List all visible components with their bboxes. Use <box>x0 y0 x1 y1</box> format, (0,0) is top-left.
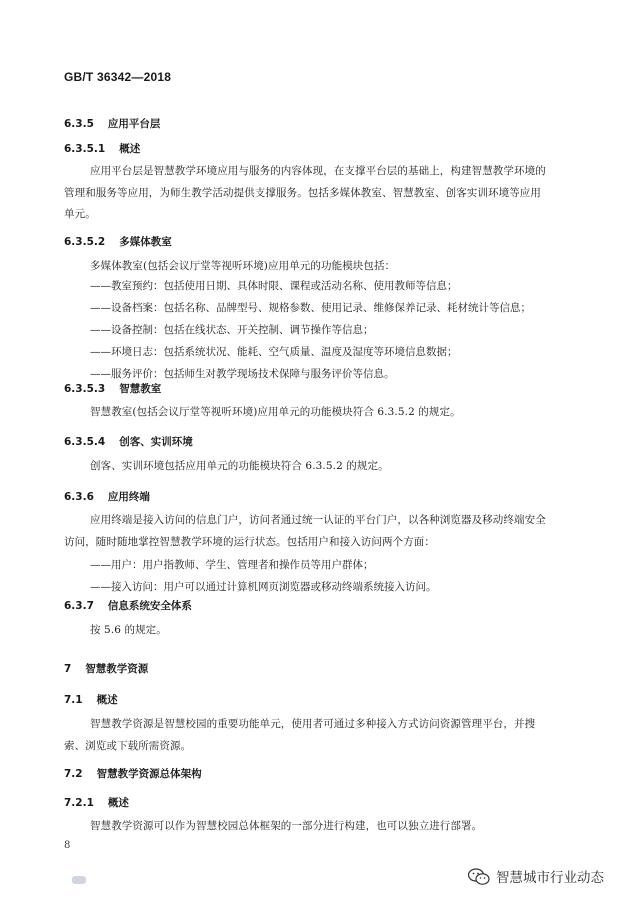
heading-title: 应用平台层 <box>107 118 161 130</box>
list-item: ——用户：用户指教师、学生、管理者和操作员等用户群体； <box>90 559 374 571</box>
paragraph-line: 智慧教学资源可以作为智慧校园总体框架的一部分进行构建，也可以独立进行部署。 <box>90 820 483 832</box>
heading-number: 6.3.6 <box>64 491 94 503</box>
heading-6-3-5-4 <box>64 434 193 449</box>
heading-6-3-5-1 <box>64 141 140 156</box>
heading-number: 6.3.5.2 <box>64 236 106 248</box>
paragraph-line: 访问，随时随地掌控智慧教学环境的运行状态。包括用户和接入访问两个方面： <box>64 536 435 548</box>
heading-title: 多媒体教室 <box>119 236 172 248</box>
heading-number: 6.3.5.4 <box>64 436 106 448</box>
list-item: ——接入访问：用户可以通过计算机网页浏览器或移动终端系统接入访问。 <box>90 581 437 593</box>
standard-code: GB/T 36342—2018 <box>64 70 172 84</box>
list-item: ——设备控制：包括在线状态、开关控制、调节操作等信息； <box>90 324 374 336</box>
heading-number: 6.3.5.3 <box>64 383 106 395</box>
heading-title: 信息系统安全体系 <box>107 600 192 612</box>
heading-7-1 <box>64 692 118 707</box>
list-item: ——设备档案：包括名称、品牌型号、规格参数、使用记录、维修保养记录、耗材统计等信息； <box>90 302 531 314</box>
heading-7 <box>64 661 148 676</box>
heading-7-2 <box>64 766 202 781</box>
heading-6-3-5 <box>64 116 160 131</box>
paragraph-line: 按 5.6 的规定。 <box>90 624 167 636</box>
heading-6-3-6 <box>64 489 150 504</box>
heading-title: 概述 <box>119 143 141 155</box>
heading-7-2-1 <box>64 795 129 810</box>
paragraph-line: 多媒体教室(包括会议厅堂等视听环境)应用单元的功能模块包括： <box>90 260 396 272</box>
list-item: ——教室预约：包括使用日期、具体时限、课程或活动名称、使用教师等信息； <box>90 280 458 292</box>
heading-title: 应用终端 <box>107 491 150 503</box>
heading-number: 7.1 <box>64 694 83 706</box>
scan-artifact <box>72 876 86 884</box>
heading-number: 6.3.5 <box>64 118 94 130</box>
watermark-text: 智慧城市行业动态 <box>496 870 604 886</box>
heading-6-3-7 <box>64 598 192 613</box>
paragraph-line: 管理和服务等应用，为师生教学活动提供支撑服务。包括多媒体教室、智慧教室、创客实训环境等应用 <box>64 187 541 199</box>
paragraph-line: 索、浏览或下载所需资源。 <box>64 740 192 752</box>
heading-title: 智慧教学资源 <box>85 663 149 675</box>
paragraph-line: 应用终端是接入访问的信息门户，访问者通过统一认证的平台门户，以各种浏览器及移动终端安全 <box>90 514 546 526</box>
paragraph-line: 应用平台层是智慧教学环境应用与服务的内容体现，在支撑平台层的基础上，构建智慧教学环境的 <box>90 165 546 177</box>
paragraph-line: 单元。 <box>64 208 96 220</box>
heading-title: 创客、实训环境 <box>119 436 193 448</box>
heading-number: 7 <box>64 663 72 675</box>
heading-number: 6.3.7 <box>64 600 94 612</box>
paragraph-line: 创客、实训环境包括应用单元的功能模块符合 6.3.5.2 的规定。 <box>90 460 389 472</box>
heading-title: 概述 <box>107 797 129 809</box>
wechat-logo-icon <box>468 868 490 886</box>
heading-number: 7.2 <box>64 768 83 780</box>
heading-title: 概述 <box>96 694 118 706</box>
page-number: 8 <box>64 840 71 851</box>
paragraph-line: 智慧教学资源是智慧校园的重要功能单元，使用者可通过多种接入方式访问资源管理平台，并搜 <box>90 718 536 730</box>
heading-6-3-5-3 <box>64 381 161 396</box>
list-item: ——服务评价：包括师生对教学现场技术保障与服务评价等信息。 <box>90 368 395 380</box>
heading-6-3-5-2 <box>64 234 172 249</box>
heading-title: 智慧教学资源总体架构 <box>96 768 202 780</box>
list-item: ——环境日志：包括系统状况、能耗、空气质量、温度及湿度等环境信息数据； <box>90 346 458 358</box>
paragraph-line: 智慧教室(包括会议厅堂等视听环境)应用单元的功能模块符合 6.3.5.2 的规定。 <box>90 406 461 418</box>
heading-number: 6.3.5.1 <box>64 143 106 155</box>
heading-number: 7.2.1 <box>64 797 94 809</box>
heading-title: 智慧教室 <box>119 383 162 395</box>
